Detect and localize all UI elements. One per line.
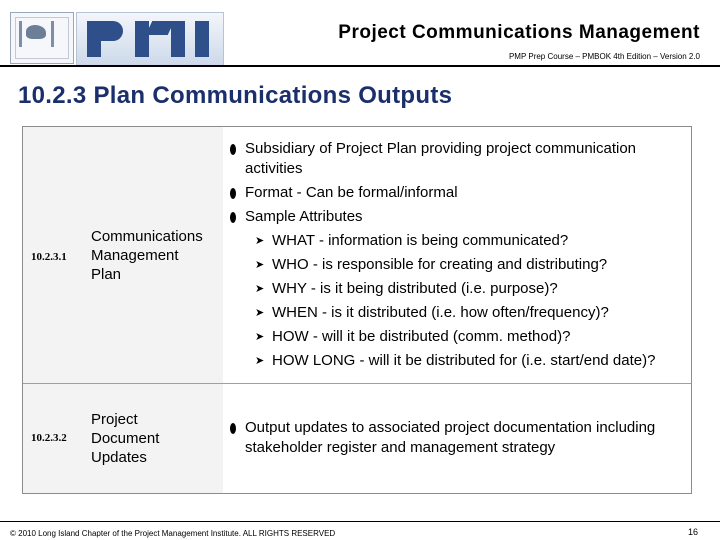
footer-divider [0, 521, 720, 522]
row-label-line: Updates [91, 449, 147, 466]
slide-title: Project Communications Management [338, 22, 700, 43]
bullet-text: Format - Can be formal/informal [245, 184, 458, 201]
row-label-line: Communications [91, 228, 203, 245]
arrowhead-right-icon: ➤ [255, 235, 265, 247]
row-label-line: Management [91, 247, 179, 264]
arrowhead-right-icon: ➤ [255, 355, 265, 367]
row-number: 10.2.3.2 [31, 432, 67, 444]
pmi-logo [76, 12, 224, 66]
page-number: 16 [687, 527, 698, 537]
sub-bullet-text: HOW LONG - will it be distributed for (i.e. start/end date)? [272, 352, 656, 369]
bullet-icon [230, 423, 236, 434]
arrowhead-right-icon: ➤ [255, 283, 265, 295]
bullet-icon [230, 212, 236, 223]
copyright-notice: © 2010 Long Island Chapter of the Project Management Institute. ALL RIGHTS RESERVED [10, 529, 336, 538]
row-label-line: Plan [91, 266, 122, 283]
chapter-logo [10, 12, 74, 64]
arrowhead-right-icon: ➤ [255, 259, 265, 271]
row-divider [23, 383, 691, 384]
bullet-text: Subsidiary of Project Plan providing project communication [245, 140, 637, 157]
course-subtitle: PMP Prep Course – PMBOK 4th Edition – Version 2.0 [508, 52, 700, 61]
sub-bullet-text: HOW - will it be distributed (comm. method)? [272, 328, 571, 345]
header-divider [0, 65, 720, 67]
bison-icon [26, 25, 46, 39]
sub-bullet-text: WHO - is responsible for creating and distributing? [272, 256, 608, 273]
bullet-text: activities [245, 160, 303, 177]
sub-bullet-text: WHY - is it being distributed (i.e. purpose)? [272, 280, 558, 297]
arrowhead-right-icon: ➤ [255, 307, 265, 319]
row-label-line: Document [91, 430, 160, 447]
bullet-text: stakeholder register and management strategy [245, 439, 556, 456]
bullet-text: Output updates to associated project documentation including [245, 419, 656, 436]
bullet-icon [230, 188, 236, 199]
slide-header [0, 0, 720, 64]
row-number: 10.2.3.1 [31, 251, 67, 263]
bullet-icon [230, 144, 236, 155]
content-table [22, 126, 692, 494]
bullet-text: Sample Attributes [245, 208, 363, 225]
section-heading: 10.2.3 Plan Communications Outputs [18, 82, 453, 109]
arrowhead-right-icon: ➤ [255, 331, 265, 343]
sub-bullet-text: WHEN - is it distributed (i.e. how often/frequency)? [272, 304, 609, 321]
row-label-line: Project [91, 411, 138, 428]
sub-bullet-text: WHAT - information is being communicated? [272, 232, 569, 249]
